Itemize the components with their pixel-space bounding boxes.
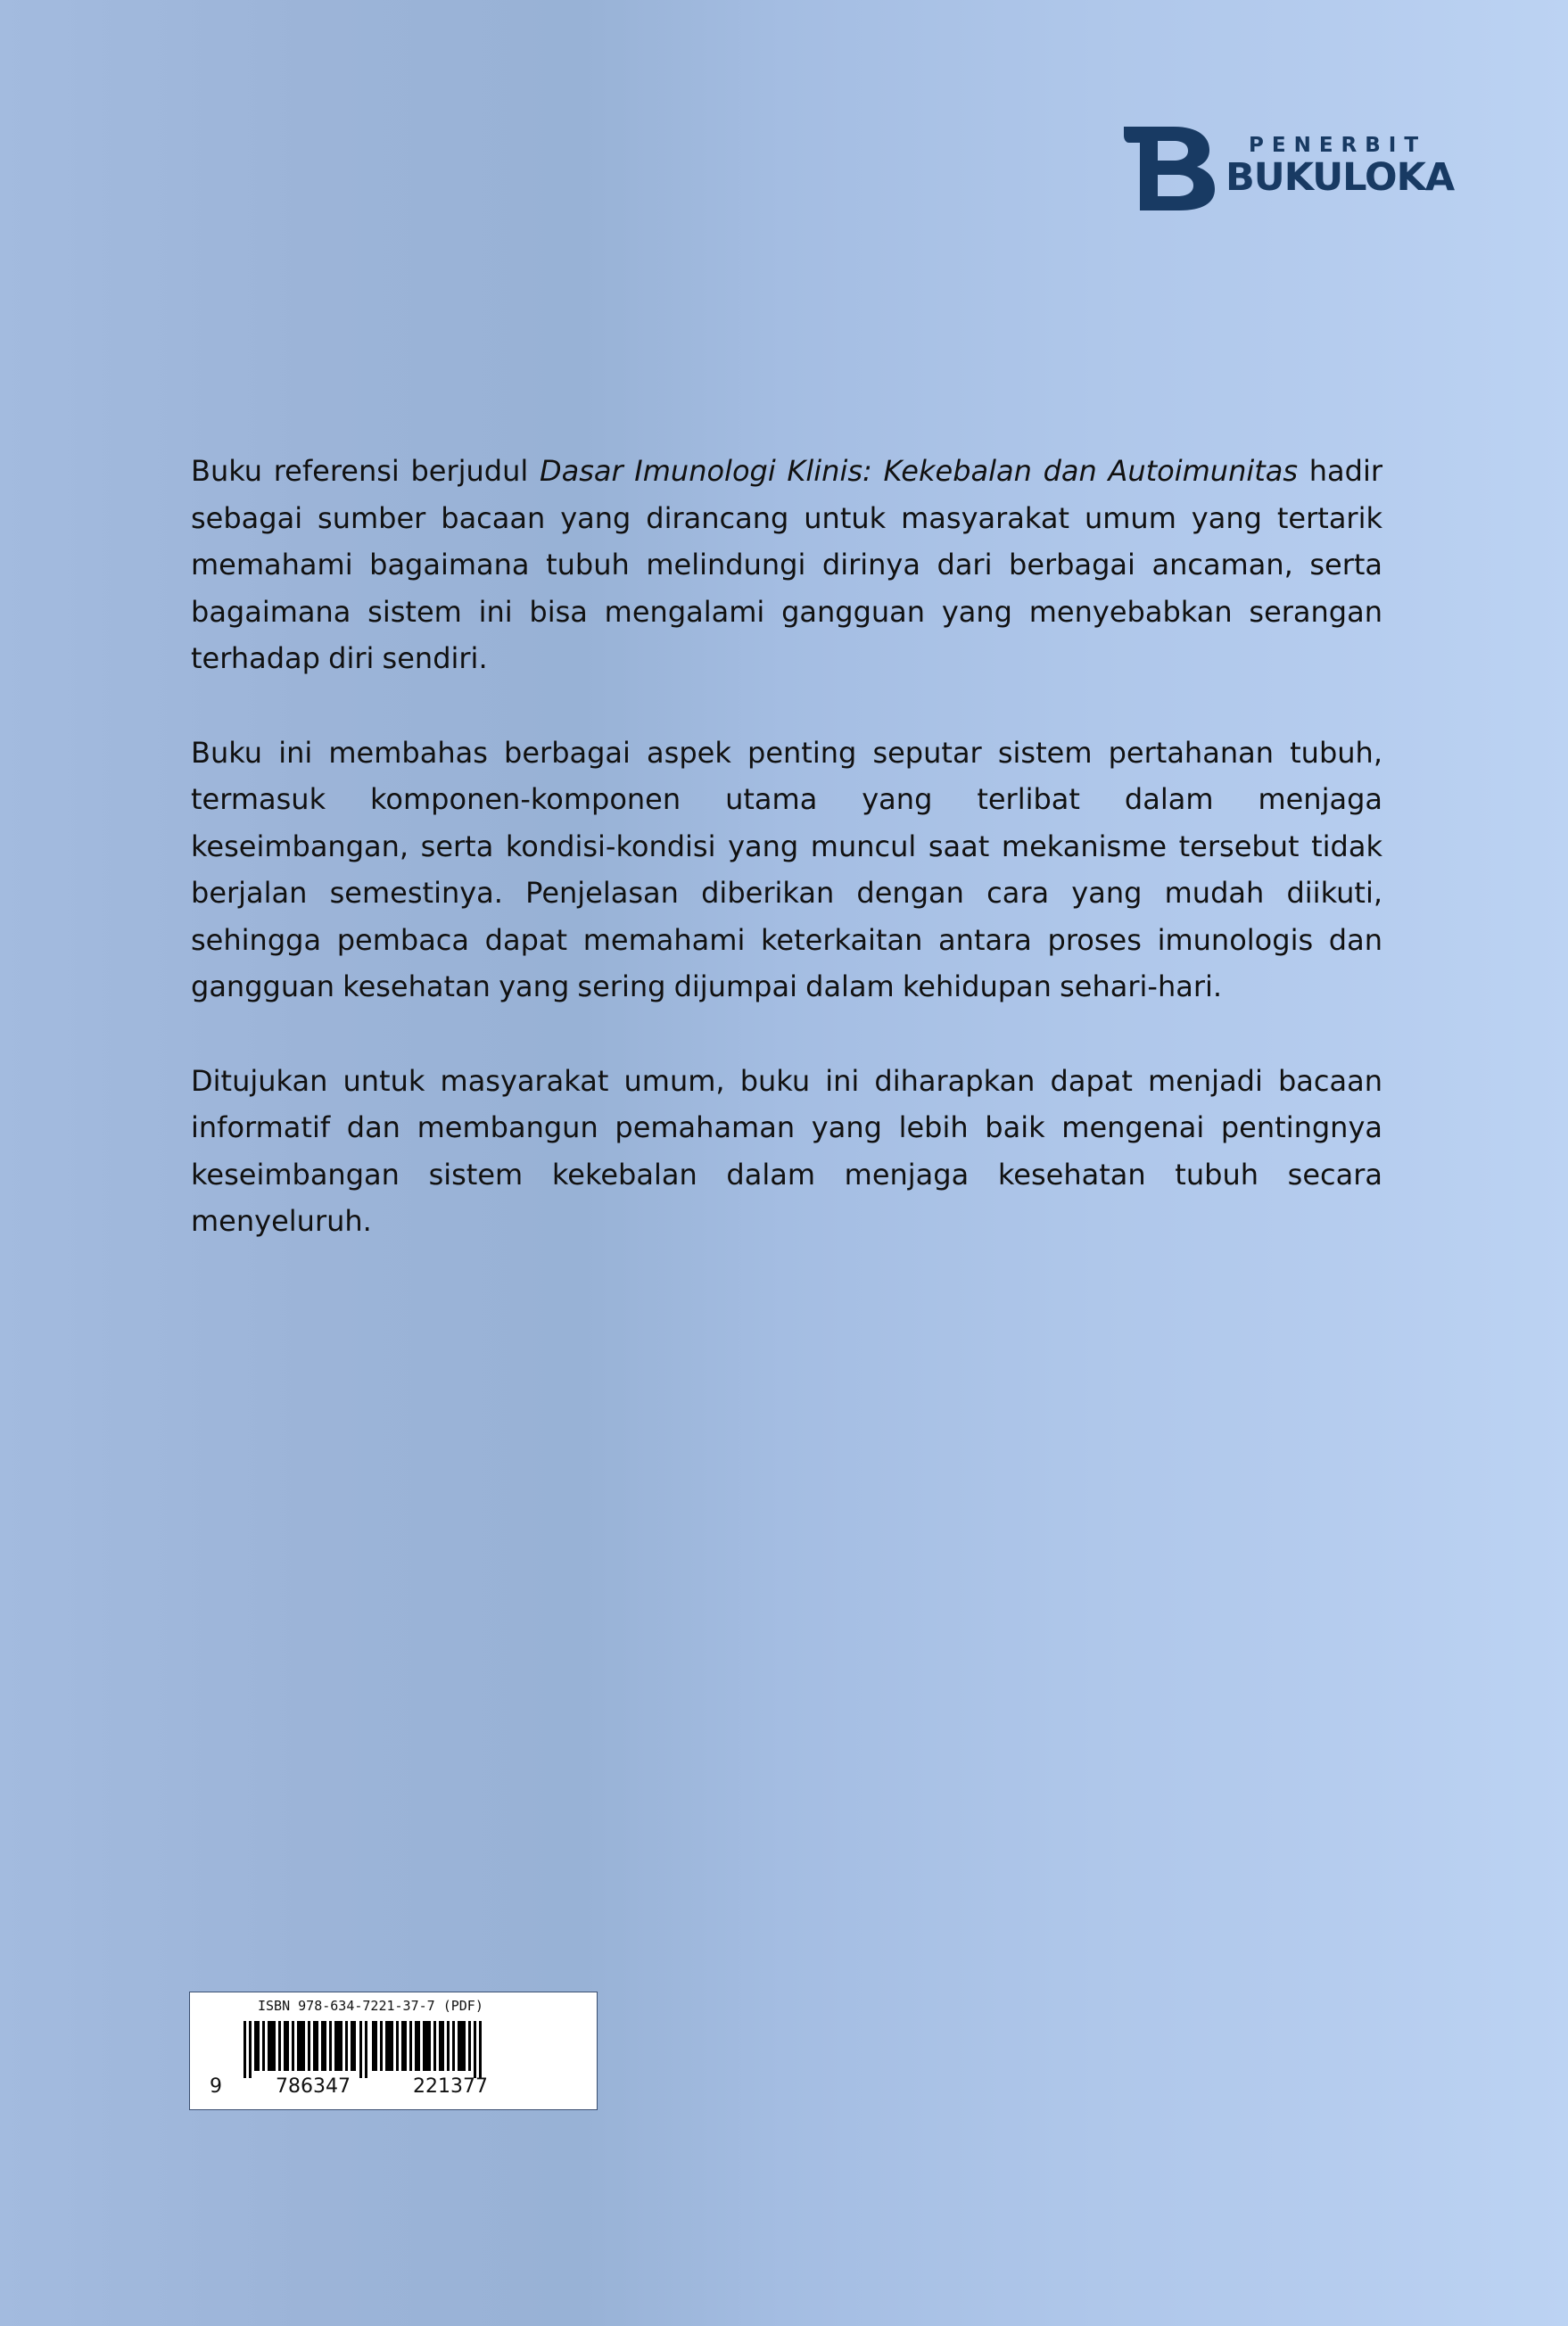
blurb-p1-rest: hadir sebagai sumber bacaan yang dirancang untuk masyarakat umum yang tertarik memahami bagaimana tubuh melindungi dirinya dari berbagai ancaman, serta bagaimana sistem ini bisa mengalami gangguan yang menyebabkan serangan terhadap diri sendiri. <box>191 454 1383 675</box>
isbn-barcode <box>189 1992 598 2110</box>
book-title: Dasar Imunologi Klinis: Kekebalan dan Autoimunitas <box>539 454 1299 488</box>
barcode-digits-left: 786347 <box>276 2075 351 2098</box>
blurb-intro: Buku referensi berjudul <box>191 454 540 488</box>
blurb-paragraph-2: Buku ini membahas berbagai aspek penting seputar sistem pertahanan tubuh, termasuk komponen-komponen utama yang terlibat dalam menjaga keseimbangan, serta kondisi-kondisi yang muncul saat mekanisme tersebut tidak berjalan semestinya. Penjelasan diberikan dengan cara yang mudah diikuti, sehingga pembaca dapat memahami keterkaitan antara proses imunologis dan gangguan kesehatan yang sering dijumpai dalam kehidupan sehari-hari. <box>191 735 1382 1003</box>
publisher-logo <box>1122 121 1455 210</box>
publisher-name: BUKULOKA <box>1226 155 1455 200</box>
barcode-bars-icon <box>243 2021 511 2078</box>
book-blurb <box>191 448 1382 1292</box>
publisher-label: PENERBIT <box>1249 134 1427 157</box>
barcode-digits-right: 221377 <box>413 2075 488 2098</box>
blurb-paragraph-3: Ditujukan untuk masyarakat umum, buku ini diharapkan dapat menjadi bacaan informatif dan membangun pemahaman yang lebih baik mengenai pentingnya keseimbangan sistem kekebalan dalam menjaga kesehatan tubuh secara menyeluruh. <box>191 1063 1382 1238</box>
barcode-digit-first: 9 <box>210 2075 222 2098</box>
publisher-b-mark-icon <box>1122 121 1220 210</box>
blurb-paragraph-1 <box>191 448 1382 682</box>
isbn-label: ISBN 978-634-7221-37-7 (PDF) <box>258 1998 483 2014</box>
